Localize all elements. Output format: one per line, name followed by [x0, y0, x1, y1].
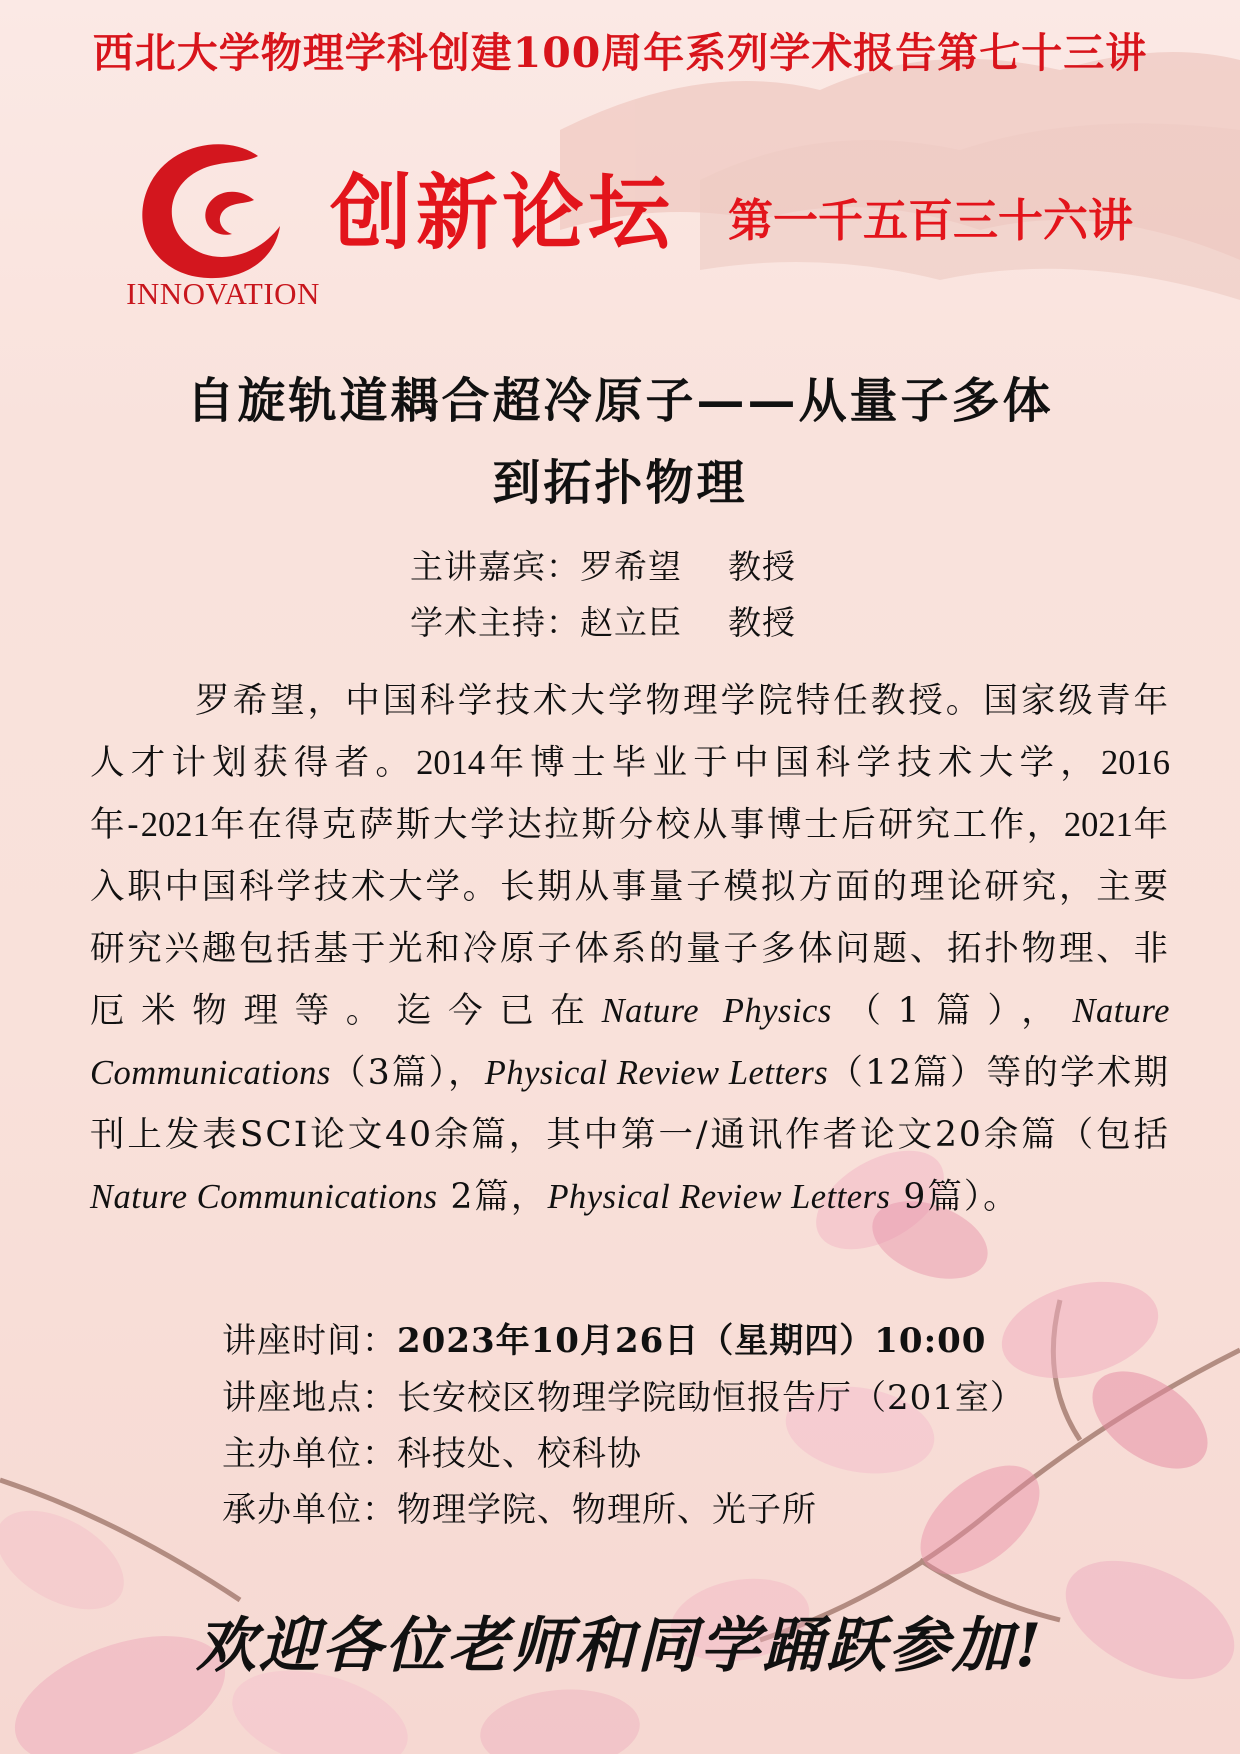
- bio-text: 罗希望，中国科学技术大学物理学院特任教授。国家级青年人才计划获得者。: [90, 681, 1170, 783]
- lecture-place-label: 讲座地点：: [222, 1378, 397, 1418]
- lecture-place-value: 长安校区物理学院劻恒报告厅（201室）: [397, 1378, 1025, 1418]
- lecture-time-value: 2023年10月26日（星期四）10:00: [397, 1321, 987, 1361]
- talk-title-line-1: 自旋轨道耦合超冷原子——从量子多体: [186, 373, 1054, 429]
- undertaker-label: 承办单位：: [222, 1490, 397, 1530]
- welcome-message: 欢迎各位老师和同学踊跃参加!: [195, 1611, 1045, 1681]
- forum-lecture-number: 第一千五百三十六讲: [728, 194, 1134, 247]
- journal-name: Nature Communications: [90, 992, 1170, 1092]
- journal-name: Physical Review Letters: [547, 1178, 891, 1216]
- bio-year: 2021: [140, 806, 210, 844]
- host-title: 教授: [728, 603, 796, 642]
- lecture-time: [222, 1313, 986, 1362]
- speaker-name: 罗希望: [580, 547, 682, 586]
- forum-name: 创新论坛: [330, 166, 675, 261]
- bio-text: 年-: [90, 805, 141, 845]
- undertaker-value: 物理学院、物理所、光子所: [397, 1490, 817, 1530]
- journal-name: Physical Review Letters: [484, 1054, 829, 1092]
- bio-text: （3篇），: [330, 1053, 485, 1093]
- host-label: 学术主持：: [410, 603, 580, 642]
- bio-text: 2篇，: [437, 1177, 548, 1217]
- speaker-line: [410, 541, 796, 588]
- undertaker: [222, 1482, 817, 1531]
- bio-text: 9篇）。: [890, 1177, 1020, 1217]
- speaker-bio: [90, 670, 1170, 1228]
- bio-text: （1篇），: [831, 991, 1073, 1031]
- talk-title-line-2: 到拓扑物理: [492, 455, 748, 511]
- organizer: [222, 1426, 642, 1475]
- lecture-place: [222, 1370, 1025, 1419]
- journal-name: Nature Physics: [601, 992, 832, 1030]
- bio-text: 年博士毕业于中国科学技术大学，: [485, 743, 1102, 783]
- series-title: 西北大学物理学科创建100周年系列学术报告第七十三讲: [92, 29, 1148, 77]
- bio-year: 2016: [1101, 744, 1171, 782]
- host-line: [410, 597, 796, 644]
- bio-text: 年入职中国科学技术大学。长期从事量子模拟方面的理论研究，主要研究兴趣包括基于光和冷原子体系的量子多体问题、拓扑物理、非厄米物理等。迄今已在: [90, 805, 1170, 1031]
- organizer-value: 科技处、校科协: [397, 1434, 642, 1474]
- bio-year: 2021: [1063, 806, 1133, 844]
- speaker-label: 主讲嘉宾：: [410, 547, 580, 586]
- speaker-title: 教授: [728, 547, 796, 586]
- logo-text: INNOVATION: [126, 276, 320, 311]
- host-name: 赵立臣: [580, 603, 682, 642]
- bio-year: 2014: [416, 744, 486, 782]
- bio-text: 年在得克萨斯大学达拉斯分校从事博士后研究工作，: [209, 805, 1064, 845]
- organizer-label: 主办单位：: [222, 1434, 397, 1474]
- lecture-time-label: 讲座时间：: [222, 1321, 397, 1361]
- bio-text: （12篇）等的学术期刊上发表SCI论文40余篇，其中第一/通讯作者论文20余篇（包括: [90, 1053, 1170, 1155]
- journal-name: Nature Communications: [90, 1178, 438, 1216]
